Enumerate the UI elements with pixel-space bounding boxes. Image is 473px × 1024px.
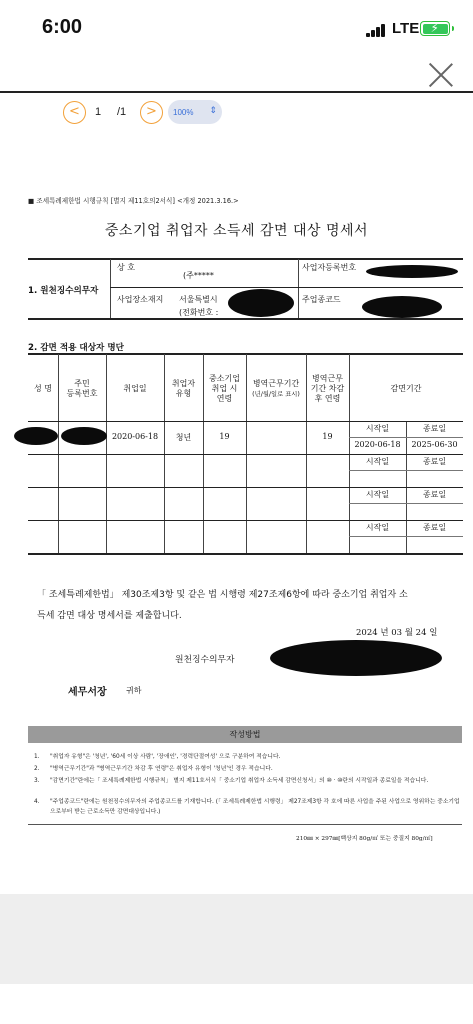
col-header-hire-date: 취업일 [123,384,147,393]
rule [28,824,462,825]
col-header-age: 중소기업 [209,374,240,383]
rule [28,520,463,521]
col-header-hire-type: 취업자 [171,379,196,388]
start-label: 시작일 [365,424,390,433]
chevron-left-icon: < [69,104,80,119]
main-biz-code-label: 주업종코드 [302,295,341,304]
next-page-button[interactable] [140,101,163,124]
redaction [14,427,58,445]
rule [349,470,463,471]
redaction [366,265,458,278]
redaction [270,640,442,676]
col-header-resident-no: 주민 [74,379,90,388]
document-page [0,134,473,894]
rule [28,487,463,488]
col-header-after-age: 병역근무 [312,374,343,383]
rule [28,318,463,320]
zoom-value: 100% [173,108,194,117]
end-label: 종료일 [422,424,447,433]
col-header-after-age: 기간 차감 [310,384,345,393]
table-cell: 19 [322,432,333,441]
status-bar [0,0,473,58]
submission-statement [37,585,457,627]
col-header-age: 취업 시 [211,384,238,393]
redaction [228,289,294,317]
battery-icon: ⚡ [420,21,450,36]
pdf-toolbar [0,96,473,132]
col-header-hire-type: 유형 [175,389,192,398]
viewer-divider [0,91,473,93]
trade-name-value: (주***** [183,271,214,280]
col-header-military: (년/월/일로 표시) [252,391,300,398]
close-icon[interactable] [428,62,454,88]
col-header-after-age: 후 연령 [314,394,341,403]
rule [28,454,463,455]
start-label: 시작일 [365,490,390,499]
end-label: 종료일 [422,523,447,532]
address-label: 사업장소재지 [117,295,164,304]
table-cell: 2020-06-18 [354,440,401,449]
table-cell: 19 [219,432,230,441]
prev-page-button[interactable] [63,101,86,124]
section2-heading: 2. 감면 적용 대상자 명단 [28,343,124,353]
instructions-heading: 작성방법 [28,726,462,743]
redaction [61,427,107,445]
clock: 6:00 [42,16,83,38]
trade-name-label: 상 호 [117,263,135,272]
address-value: 서울특별시 [179,295,218,304]
rule [28,553,463,555]
rule [349,536,463,537]
biz-reg-label: 사업자등록번호 [302,263,357,272]
end-label: 종료일 [422,457,447,466]
start-label: 시작일 [365,523,390,532]
instruction-number: 2. [34,766,40,772]
instruction-text: "주업종코드"란에는 원천징수의무자의 주업종코드를 기재합니다. (「 조세특례제한법 시행령」 제27조제3항 각 호에 따른 사업을 주된 사업으로 영위하는 중소기업으로부터 받는 근로소득만 감면대상입니다.) [50,799,460,815]
section1-heading: 1. 원천징수의무자 [28,286,99,296]
updown-icon: ⇕ [209,105,217,115]
end-label: 종료일 [422,490,447,499]
start-label: 시작일 [365,457,390,466]
instruction-text: "병역근무기간"과 "병역근무기간 차감 후 연령"은 취업자 유형이 '청년'인 경우 적습니다. [50,766,273,772]
col-header-resident-no: 등록번호 [66,389,98,398]
instruction-number: 4. [34,799,40,805]
col-header-age: 연령 [216,394,233,403]
page-total: /1 [117,106,127,118]
rule [298,259,299,319]
withholder-label: 원천징수의무자 [175,655,235,665]
table-cell: 2025-06-30 [411,440,458,449]
tax-office: 세무서장 [68,687,107,698]
network-label: LTE [392,20,420,37]
submission-date: 2024 년 03 월 24 일 [356,628,438,638]
submission-line: 「 조세특례제한법」 제30조제3항 및 같은 법 시행령 제27조제6항에 따라 중소기업 취업자 소 [37,590,408,600]
col-header-military: 병역근무기간 [252,379,300,388]
rule [110,259,111,319]
instruction-number: 1. [34,754,40,760]
chevron-right-icon: > [146,104,157,119]
col-header-name: 성 명 [34,384,52,393]
rule [349,503,463,504]
viewer-background [0,894,473,984]
instruction-text: "감면기간"란에는「 조세특례제한법 시행규칙」 별지 제11호서식「 중소기업 취업자 소득세 감면신청서」의 ⑩ · ⑩란의 시작일과 종료일을 적습니다. [50,778,429,784]
rule [28,258,463,260]
zoom-select[interactable] [168,100,222,124]
col-header-period: 감면기간 [390,384,422,393]
instruction-text: "취업자 유형"은 '청년', '60세 이상 사람', '장애인', '경력단절여성' 으로 구분하여 적습니다. [50,754,281,760]
phone-label: (전화번호 : [179,308,219,317]
instruction-number: 3. [34,778,40,784]
rule [28,421,463,422]
table-cell: 2020-06-18 [111,432,159,441]
rule [110,287,463,288]
signal-icon [366,24,386,37]
regards: 귀하 [126,686,142,695]
submission-line: 득세 감면 대상 명세서를 제출합니다. [37,611,182,621]
law-reference: ■ 조세특례제한법 시행규칙 [별지 제11호의2서식] <개정 2021.3.16.> [28,197,239,205]
table-cell: 청년 [175,433,192,442]
rule [349,437,463,438]
page-number: 1 [95,106,102,118]
document-title: 중소기업 취업자 소득세 감면 대상 명세서 [104,223,369,239]
redaction [362,296,442,318]
paper-spec: 210㎜ × 297㎜[백상지 80g/㎡ 또는 중질지 80g/㎡] [296,836,433,842]
